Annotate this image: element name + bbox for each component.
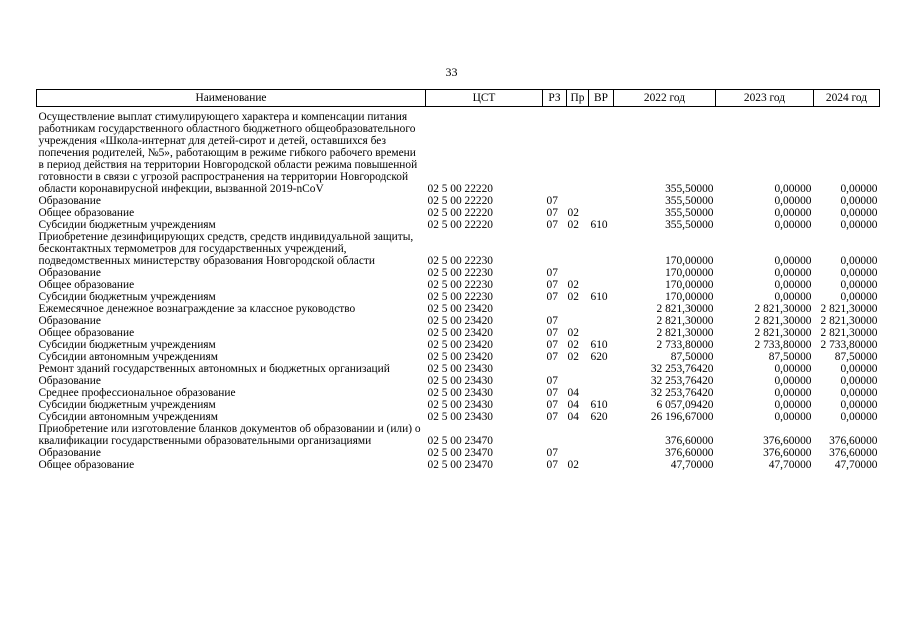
cell-rz: 07 <box>546 387 558 399</box>
cell-2023: 2 733,80000 <box>754 339 812 351</box>
cell-pr: 02 <box>567 279 579 291</box>
cell-vr <box>589 267 614 279</box>
cell-pr: 02 <box>567 339 579 351</box>
cell-pr <box>567 107 589 196</box>
table-row <box>37 387 880 399</box>
table-row <box>37 363 880 375</box>
cell-name: Образование <box>38 375 101 387</box>
cell-rz: 07 <box>546 195 558 207</box>
cell-vr <box>589 447 614 459</box>
cell-2022: 355,50000 <box>665 183 714 195</box>
cell-vr: 610 <box>590 399 608 411</box>
cell-2024: 47,70000 <box>834 459 878 471</box>
cell-vr: 610 <box>590 339 608 351</box>
cell-2024: 0,00000 <box>840 411 878 423</box>
cell-rz: 07 <box>546 351 558 363</box>
cell-2024: 2 821,30000 <box>820 315 878 327</box>
cell-name: Образование <box>38 195 101 207</box>
header-name: Наименование <box>37 90 426 107</box>
cell-2024: 0,00000 <box>840 255 878 267</box>
cell-rz: 07 <box>546 279 558 291</box>
cell-cst: 02 5 00 23420 <box>427 303 493 315</box>
cell-vr: 610 <box>590 219 608 231</box>
cell-rz <box>543 423 567 447</box>
table-row <box>37 327 880 339</box>
table-row <box>37 279 880 291</box>
cell-2023: 0,00000 <box>774 363 812 375</box>
cell-cst: 02 5 00 23430 <box>427 375 493 387</box>
cell-vr: 620 <box>590 411 608 423</box>
cell-pr: 04 <box>567 387 579 399</box>
cell-vr <box>589 363 614 375</box>
table-row <box>37 291 880 303</box>
cell-2024: 0,00000 <box>840 267 878 279</box>
cell-2023: 376,60000 <box>763 447 812 459</box>
cell-rz: 07 <box>546 207 558 219</box>
cell-cst: 02 5 00 23430 <box>427 411 493 423</box>
cell-rz: 07 <box>546 447 558 459</box>
cell-2023: 0,00000 <box>774 411 812 423</box>
cell-cst: 02 5 00 23430 <box>427 387 493 399</box>
cell-2024: 0,00000 <box>840 291 878 303</box>
cell-2022: 170,00000 <box>665 291 714 303</box>
cell-cst: 02 5 00 23420 <box>427 327 493 339</box>
cell-vr <box>589 423 614 447</box>
cell-2023: 0,00000 <box>774 291 812 303</box>
cell-rz: 07 <box>546 327 558 339</box>
table-body <box>37 107 880 472</box>
cell-pr: 04 <box>567 411 579 423</box>
cell-vr <box>589 315 614 327</box>
cell-vr <box>589 303 614 315</box>
cell-2024: 2 821,30000 <box>820 303 878 315</box>
cell-2022: 2 821,30000 <box>656 327 714 339</box>
cell-cst: 02 5 00 23420 <box>427 339 493 351</box>
table-row <box>37 459 880 471</box>
cell-name: Субсидии бюджетным учреждениям <box>38 219 216 231</box>
cell-rz <box>543 107 567 196</box>
cell-name: Ремонт зданий государственных автономных и бюджетных организаций <box>38 363 390 375</box>
cell-name: Субсидии автономным учреждениям <box>38 411 218 423</box>
cell-vr <box>589 459 614 471</box>
cell-2023: 0,00000 <box>774 387 812 399</box>
cell-pr: 02 <box>567 351 579 363</box>
cell-rz: 07 <box>546 375 558 387</box>
table-row <box>37 267 880 279</box>
page-number: 33 <box>445 65 458 79</box>
cell-vr <box>589 107 614 196</box>
cell-2024: 0,00000 <box>840 207 878 219</box>
cell-2023: 47,70000 <box>768 459 812 471</box>
table-row <box>37 107 880 196</box>
table-row <box>37 399 880 411</box>
table-row <box>37 339 880 351</box>
cell-rz: 07 <box>546 459 558 471</box>
cell-pr: 02 <box>567 459 579 471</box>
cell-2022: 170,00000 <box>665 255 714 267</box>
header-pr: Пр <box>567 90 589 107</box>
cell-pr: 02 <box>567 291 579 303</box>
cell-rz: 07 <box>546 339 558 351</box>
header-2022: 2022 год <box>614 90 716 107</box>
cell-pr <box>567 447 589 459</box>
cell-pr <box>567 375 589 387</box>
cell-2024: 0,00000 <box>840 279 878 291</box>
cell-pr: 02 <box>567 207 579 219</box>
table-row <box>37 231 880 267</box>
header-cst: ЦСТ <box>426 90 543 107</box>
cell-2022: 355,50000 <box>665 207 714 219</box>
cell-2023: 2 821,30000 <box>754 303 812 315</box>
cell-cst: 02 5 00 22230 <box>427 255 493 267</box>
cell-name: Осуществление выплат стимулирующего характера и компенсации питания работникам государственного областного бюджетного общеобразовательного учреждения «Школа-интернат для детей-сирот и детей, оставшихся без попечения родителей, №5», работающим в режиме гибкого рабочего времени в период действия на территории Новгородской области режима повышенной готовности в связи с угрозой распространения на территории Новгородской области коронавирусной инфекции, вызванной 2019-nCoV <box>38 111 418 195</box>
cell-rz: 07 <box>546 399 558 411</box>
cell-vr: 610 <box>590 291 608 303</box>
cell-rz <box>543 303 567 315</box>
cell-2022: 2 821,30000 <box>656 303 714 315</box>
cell-2022: 355,50000 <box>665 219 714 231</box>
table-row <box>37 423 880 447</box>
cell-name: Общее образование <box>38 327 135 339</box>
cell-name: Образование <box>38 315 101 327</box>
budget-table <box>36 89 880 471</box>
cell-name: Среднее профессиональное образование <box>38 387 236 399</box>
header-vr: ВР <box>589 90 614 107</box>
cell-2023: 2 821,30000 <box>754 315 812 327</box>
cell-2022: 32 253,76420 <box>650 387 714 399</box>
cell-name: Субсидии бюджетным учреждениям <box>38 339 216 351</box>
cell-2022: 87,50000 <box>670 351 714 363</box>
cell-vr <box>589 375 614 387</box>
cell-2024: 376,60000 <box>829 447 878 459</box>
cell-vr <box>589 327 614 339</box>
cell-2024: 0,00000 <box>840 363 878 375</box>
cell-cst: 02 5 00 22230 <box>427 267 493 279</box>
cell-2023: 0,00000 <box>774 267 812 279</box>
cell-pr <box>567 315 589 327</box>
table-row <box>37 351 880 363</box>
cell-2023: 0,00000 <box>774 207 812 219</box>
cell-2024: 0,00000 <box>840 195 878 207</box>
cell-cst: 02 5 00 22220 <box>427 207 493 219</box>
cell-name: Приобретение или изготовление бланков документов об образовании и (или) о квалификации государственными образовательными организациями <box>38 423 421 447</box>
cell-2023: 376,60000 <box>763 435 812 447</box>
cell-2023: 0,00000 <box>774 375 812 387</box>
cell-cst: 02 5 00 22230 <box>427 291 493 303</box>
cell-2024: 0,00000 <box>840 399 878 411</box>
cell-2023: 0,00000 <box>774 183 812 195</box>
cell-pr: 04 <box>567 399 579 411</box>
cell-vr <box>589 279 614 291</box>
table-row <box>37 447 880 459</box>
cell-pr <box>567 303 589 315</box>
cell-cst: 02 5 00 23470 <box>427 435 493 447</box>
cell-rz: 07 <box>546 267 558 279</box>
cell-2022: 2 733,80000 <box>656 339 714 351</box>
cell-2022: 376,60000 <box>665 435 714 447</box>
cell-rz: 07 <box>546 411 558 423</box>
table-row <box>37 219 880 231</box>
cell-pr: 02 <box>567 219 579 231</box>
cell-2024: 2 733,80000 <box>820 339 878 351</box>
cell-2024: 87,50000 <box>834 351 878 363</box>
cell-2024: 2 821,30000 <box>820 327 878 339</box>
cell-2023: 0,00000 <box>774 219 812 231</box>
cell-2024: 0,00000 <box>840 219 878 231</box>
cell-cst: 02 5 00 23470 <box>427 447 493 459</box>
cell-name: Приобретение дезинфицирующих средств, средств индивидуальной защиты, бесконтактных термометров для государственных учреждений, подведомственных министерству образования Новгородской области <box>38 231 414 267</box>
cell-2022: 376,60000 <box>665 447 714 459</box>
cell-name: Субсидии автономным учреждениям <box>38 351 218 363</box>
cell-name: Субсидии бюджетным учреждениям <box>38 399 216 411</box>
cell-2024: 0,00000 <box>840 183 878 195</box>
cell-2022: 170,00000 <box>665 279 714 291</box>
table-row <box>37 207 880 219</box>
cell-name: Общее образование <box>38 207 135 219</box>
cell-cst: 02 5 00 22230 <box>427 279 493 291</box>
cell-pr <box>567 423 589 447</box>
cell-2023: 0,00000 <box>774 255 812 267</box>
cell-2022: 2 821,30000 <box>656 315 714 327</box>
table-row <box>37 315 880 327</box>
cell-cst: 02 5 00 22220 <box>427 195 493 207</box>
cell-rz: 07 <box>546 291 558 303</box>
cell-name: Общее образование <box>38 459 135 471</box>
cell-pr <box>567 363 589 375</box>
cell-vr <box>589 231 614 267</box>
cell-vr: 620 <box>590 351 608 363</box>
cell-name: Образование <box>38 447 101 459</box>
cell-cst: 02 5 00 23430 <box>427 363 493 375</box>
table-row <box>37 195 880 207</box>
cell-2023: 0,00000 <box>774 279 812 291</box>
cell-rz: 07 <box>546 315 558 327</box>
cell-pr <box>567 267 589 279</box>
cell-pr <box>567 231 589 267</box>
cell-2022: 6 057,09420 <box>656 399 714 411</box>
cell-2022: 170,00000 <box>665 267 714 279</box>
cell-2023: 0,00000 <box>774 195 812 207</box>
cell-cst: 02 5 00 23420 <box>427 315 493 327</box>
cell-vr <box>589 195 614 207</box>
cell-2024: 0,00000 <box>840 387 878 399</box>
cell-rz <box>543 231 567 267</box>
cell-cst: 02 5 00 22220 <box>427 219 493 231</box>
cell-2024: 376,60000 <box>829 435 878 447</box>
cell-cst: 02 5 00 23420 <box>427 351 493 363</box>
cell-2024: 0,00000 <box>840 375 878 387</box>
cell-2022: 32 253,76420 <box>650 363 714 375</box>
table-row <box>37 411 880 423</box>
cell-2023: 0,00000 <box>774 399 812 411</box>
cell-2022: 32 253,76420 <box>650 375 714 387</box>
cell-cst: 02 5 00 23470 <box>427 459 493 471</box>
cell-cst: 02 5 00 23430 <box>427 399 493 411</box>
cell-pr: 02 <box>567 327 579 339</box>
cell-name: Ежемесячное денежное вознаграждение за классное руководство <box>38 303 356 315</box>
header-2024: 2024 год <box>814 90 880 107</box>
cell-cst: 02 5 00 22220 <box>427 183 493 195</box>
table-row <box>37 375 880 387</box>
cell-name: Субсидии бюджетным учреждениям <box>38 291 216 303</box>
header-rz: РЗ <box>543 90 567 107</box>
table-header-row <box>37 90 880 107</box>
cell-2022: 26 196,67000 <box>650 411 714 423</box>
cell-name: Общее образование <box>38 279 135 291</box>
cell-rz <box>543 363 567 375</box>
cell-rz: 07 <box>546 219 558 231</box>
cell-vr <box>589 207 614 219</box>
table-row <box>37 303 880 315</box>
cell-2023: 87,50000 <box>768 351 812 363</box>
cell-pr <box>567 195 589 207</box>
cell-name: Образование <box>38 267 101 279</box>
cell-vr <box>589 387 614 399</box>
cell-2023: 2 821,30000 <box>754 327 812 339</box>
header-2023: 2023 год <box>716 90 814 107</box>
cell-2022: 47,70000 <box>670 459 714 471</box>
cell-2022: 355,50000 <box>665 195 714 207</box>
